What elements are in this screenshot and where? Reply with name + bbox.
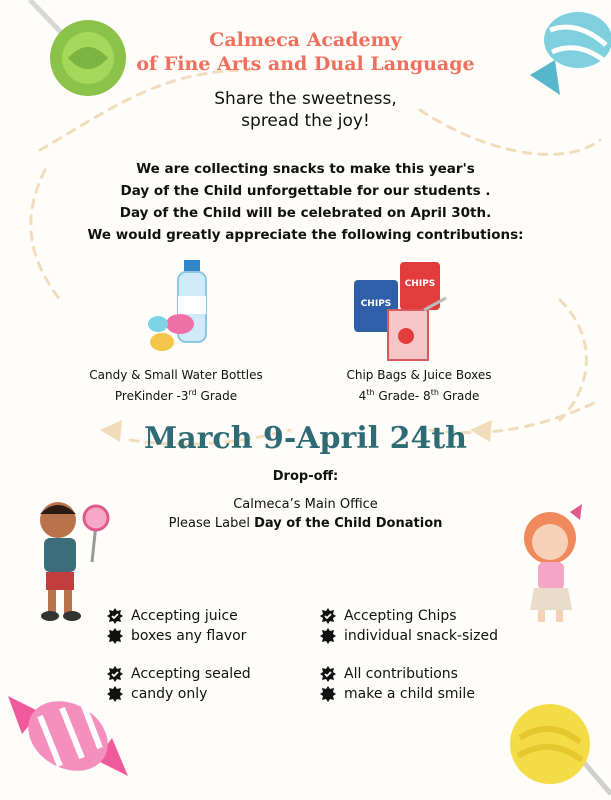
intro-line: We are collecting snacks to make this year's [136,161,475,177]
contribution-item: Chip Bags & Juice Boxes [346,368,492,382]
accepting-line1: Accepting sealed [131,666,251,682]
accepting-item [320,606,498,646]
chips-label: CHIPS [360,299,392,309]
accepting-item [107,606,246,646]
accepting-line2: boxes any flavor [131,628,247,644]
grade-text: Grade [438,389,480,403]
contribution-grades [61,384,291,405]
accepting-line2: candy only [131,686,208,702]
intro-line: Day of the Child will be celebrated on April 30th. [119,205,492,221]
intro-line: Day of the Child unforgettable for our students . [120,183,491,199]
yellow-lollipop-icon [500,698,611,800]
dropoff-title: Drop-off: [272,469,339,484]
girl-with-candy-illustration [512,500,592,626]
chips-label: CHIPS [404,279,436,289]
dropoff-label-prefix: Please Label [168,516,255,531]
grade-sup: th [430,388,439,397]
boy-with-lollipop-illustration [26,496,114,624]
accepting-line2: make a child smile [344,686,475,702]
accepting-line1: All contributions [344,666,458,682]
check-badge-icon [107,628,123,644]
intro-text [0,158,611,246]
pink-candy-icon [0,676,135,800]
dropoff-location: Calmeca’s Main Office [233,497,378,512]
check-badge-icon [320,628,336,644]
contribution-item: Candy & Small Water Bottles [89,368,263,382]
contribution-candy [61,366,291,405]
grade-sup: th [366,388,375,397]
contribution-grades [304,384,534,405]
accepting-line1: Accepting Chips [344,608,457,624]
school-name [0,28,611,76]
grade-text: Grade- 8 [374,389,431,403]
collection-dates: March 9-April 24th [143,421,467,456]
tagline-line2: spread the joy! [241,111,370,131]
check-badge-icon [107,608,123,624]
grade-text: 4 [358,389,367,403]
candy-water-bottle-icon [140,258,230,360]
dropoff-label-bold: Day of the Child Donation [254,516,443,531]
check-badge-icon [320,686,336,702]
chips-juice-box-icon [348,258,454,364]
check-badge-icon [320,666,336,682]
accepting-line2: individual snack-sized [344,628,499,644]
school-name-line2: of Fine Arts and Dual Language [136,53,475,75]
tagline [0,88,611,132]
accepting-item [320,664,475,704]
intro-line: We would greatly appreciate the following contributions: [87,227,524,243]
grade-text: PreKinder -3 [114,389,189,403]
tagline-line1: Share the sweetness, [214,89,397,109]
grade-text: Grade [196,389,238,403]
check-badge-icon [320,608,336,624]
school-name-line1: Calmeca Academy [209,29,402,51]
grade-sup: rd [188,388,197,397]
accepting-line1: Accepting juice [131,608,238,624]
contribution-chips [304,366,534,405]
